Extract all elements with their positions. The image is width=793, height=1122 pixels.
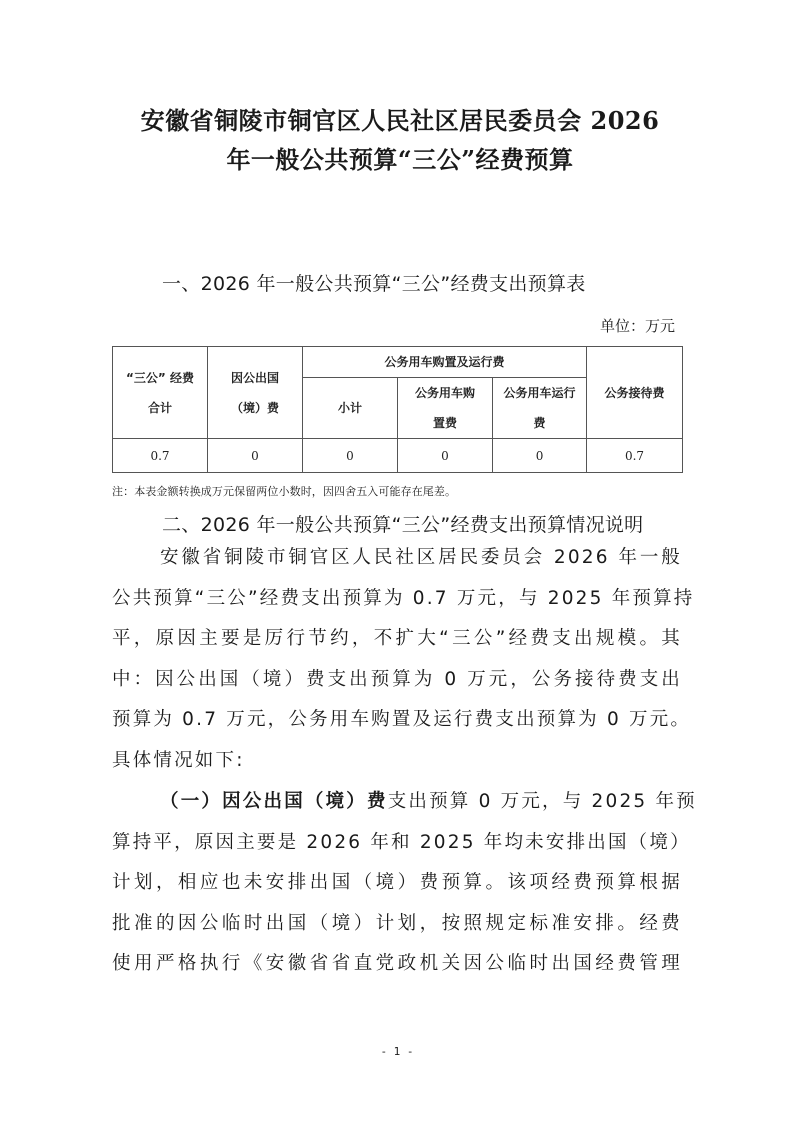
paragraph-line: 使用严格执行《安徽省省直党政机关因公临时出国经费管理 — [112, 953, 682, 974]
header-total-line-1: “三公” 经费 — [126, 370, 194, 385]
section-1-heading: 一、2026 年一般公共预算“三公”经费支出预算表 — [162, 273, 586, 295]
header-vehicle-operation-line-1: 公务用车运行 — [503, 386, 576, 400]
value-total: 0.7 — [113, 439, 208, 473]
header-overseas — [208, 347, 303, 439]
paragraph-line: 中：因公出国（境）费支出预算为 0 万元，公务接待费支出 — [112, 668, 682, 690]
document-title-line-1: 安徽省铜陵市铜官区人民社区居民委员会 2026 — [140, 106, 660, 135]
value-vehicle-operation: 0 — [493, 439, 587, 473]
paragraph-line: 预算为 0.7 万元，公务用车购置及运行费支出预算为 0 万元。 — [112, 709, 692, 730]
paragraph-line: 公共预算“三公”经费支出预算为 0.7 万元，与 2025 年预算持 — [112, 587, 695, 609]
page-number: - 1 - — [380, 1045, 414, 1058]
value-vehicle-purchase: 0 — [398, 439, 493, 473]
header-overseas-line-2: （境）费 — [230, 400, 279, 415]
table-note: 注：本表金额转换成万元保留两位小数时，因四舍五入可能存在尾差。 — [112, 485, 457, 498]
value-reception: 0.7 — [587, 439, 683, 473]
header-total — [113, 347, 208, 439]
paragraph-line: 批准的因公临时出国（境）计划，按照规定标准安排。经费 — [112, 912, 682, 934]
unit-label: 单位：万元 — [599, 317, 675, 335]
value-overseas: 0 — [208, 439, 303, 473]
overseas-line-1-text: 支出预算 0 万元，与 2025 年预 — [387, 791, 697, 812]
three-public-budget-table — [112, 346, 683, 473]
value-vehicle-subtotal: 0 — [303, 439, 398, 473]
overseas-subheading: （一）因公出国（境）费 — [160, 791, 388, 812]
header-vehicle-operation — [493, 378, 587, 439]
header-vehicle-group: 公务用车购置及运行费 — [303, 347, 587, 378]
section-2-heading: 二、2026 年一般公共预算“三公”经费支出预算情况说明 — [162, 514, 644, 536]
header-vehicle-subtotal: 小计 — [303, 378, 398, 439]
header-overseas-line-1: 因公出国 — [230, 370, 279, 385]
table-row — [113, 439, 683, 473]
header-vehicle-operation-line-2: 费 — [533, 416, 546, 430]
paragraph-line: 具体情况如下: — [112, 749, 245, 771]
paragraph-line: 计划，相应也未安排出国（境）费预算。该项经费预算根据 — [112, 872, 682, 893]
paragraph-summary — [112, 538, 695, 781]
header-vehicle-purchase-line-2: 置费 — [432, 416, 457, 430]
header-vehicle-purchase-line-1: 公务用车购 — [414, 386, 475, 400]
header-vehicle-purchase — [398, 378, 493, 439]
paragraph-line: 平，原因主要是厉行节约，不扩大“三公”经费支出规模。其 — [112, 628, 682, 649]
header-reception: 公务接待费 — [587, 347, 683, 439]
paragraph-line: 安徽省铜陵市铜官区人民社区居民委员会 2026 年一般 — [160, 547, 682, 568]
paragraph-overseas — [112, 782, 697, 985]
paragraph-line: 算持平，原因主要是 2026 年和 2025 年均未安排出国（境） — [112, 831, 691, 853]
header-total-line-2: 合计 — [147, 400, 172, 415]
paragraph-line — [112, 782, 697, 823]
document-title-line-2: 年一般公共预算“三公”经费预算 — [226, 145, 574, 174]
table-header-row-1 — [113, 347, 683, 378]
